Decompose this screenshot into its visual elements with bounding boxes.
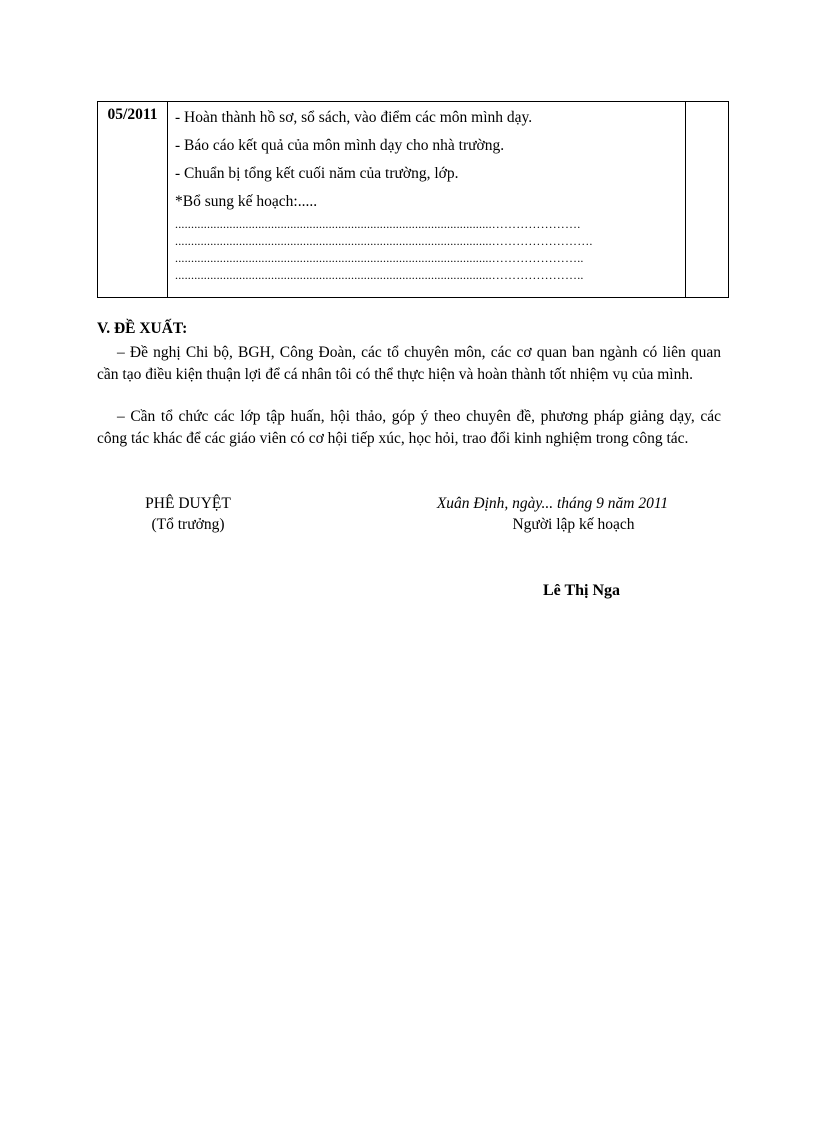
- signer-name: Lê Thị Nga: [543, 582, 621, 599]
- task-item: - Báo cáo kết quả của môn mình dạy cho nhà trường.: [175, 137, 505, 154]
- task-cell: [168, 102, 686, 298]
- proposal-paragraph: [97, 342, 721, 385]
- table-row: [98, 102, 729, 298]
- proposal-text: – Đề nghị Chi bộ, BGH, Công Đoàn, các tổ chuyên môn, các cơ quan ban ngành có liên quan cần tạo điều kiện thuận lợi để cá nhân tôi có thể thực hiện và hoàn thành tốt nhiệm vụ của mình.: [97, 344, 721, 383]
- notes-cell: [686, 102, 729, 298]
- approval-block: [118, 493, 258, 535]
- preparer-label: Người lập kế hoạch: [512, 516, 635, 533]
- dotted-fill-line: ...................................................................................................…………………..: [175, 251, 584, 265]
- approve-title: PHÊ DUYỆT: [145, 495, 231, 512]
- signer-block: [420, 493, 685, 535]
- plan-table: [97, 101, 729, 298]
- supplement-label: *Bổ sung kế hoạch:.....: [175, 193, 318, 210]
- month-cell: 05/2011: [98, 102, 168, 298]
- dotted-fill-line: ...................................................................................................………………….: [175, 217, 581, 231]
- date-line: Xuân Định, ngày... tháng 9 năm 2011: [436, 495, 669, 512]
- proposal-text: – Cần tổ chức các lớp tập huấn, hội thảo, góp ý theo chuyên đề, phương pháp giảng dạy, các công tác khác để các giáo viên có cơ hội tiếp xúc, học hỏi, trao đổi kinh nghiệm trong công tác.: [97, 408, 721, 447]
- section-heading: V. ĐỀ XUẤT:: [97, 320, 188, 337]
- approve-role: (Tổ trưởng): [151, 516, 225, 533]
- dotted-fill-line: ...................................................................................................…………………….: [175, 234, 593, 248]
- proposal-paragraph: [97, 406, 721, 449]
- task-item: - Hoàn thành hồ sơ, sổ sách, vào điểm các môn mình dạy.: [175, 109, 533, 126]
- task-item: - Chuẩn bị tổng kết cuối năm của trường, lớp.: [175, 165, 459, 182]
- dotted-fill-line: ...................................................................................................…………………..: [175, 268, 584, 282]
